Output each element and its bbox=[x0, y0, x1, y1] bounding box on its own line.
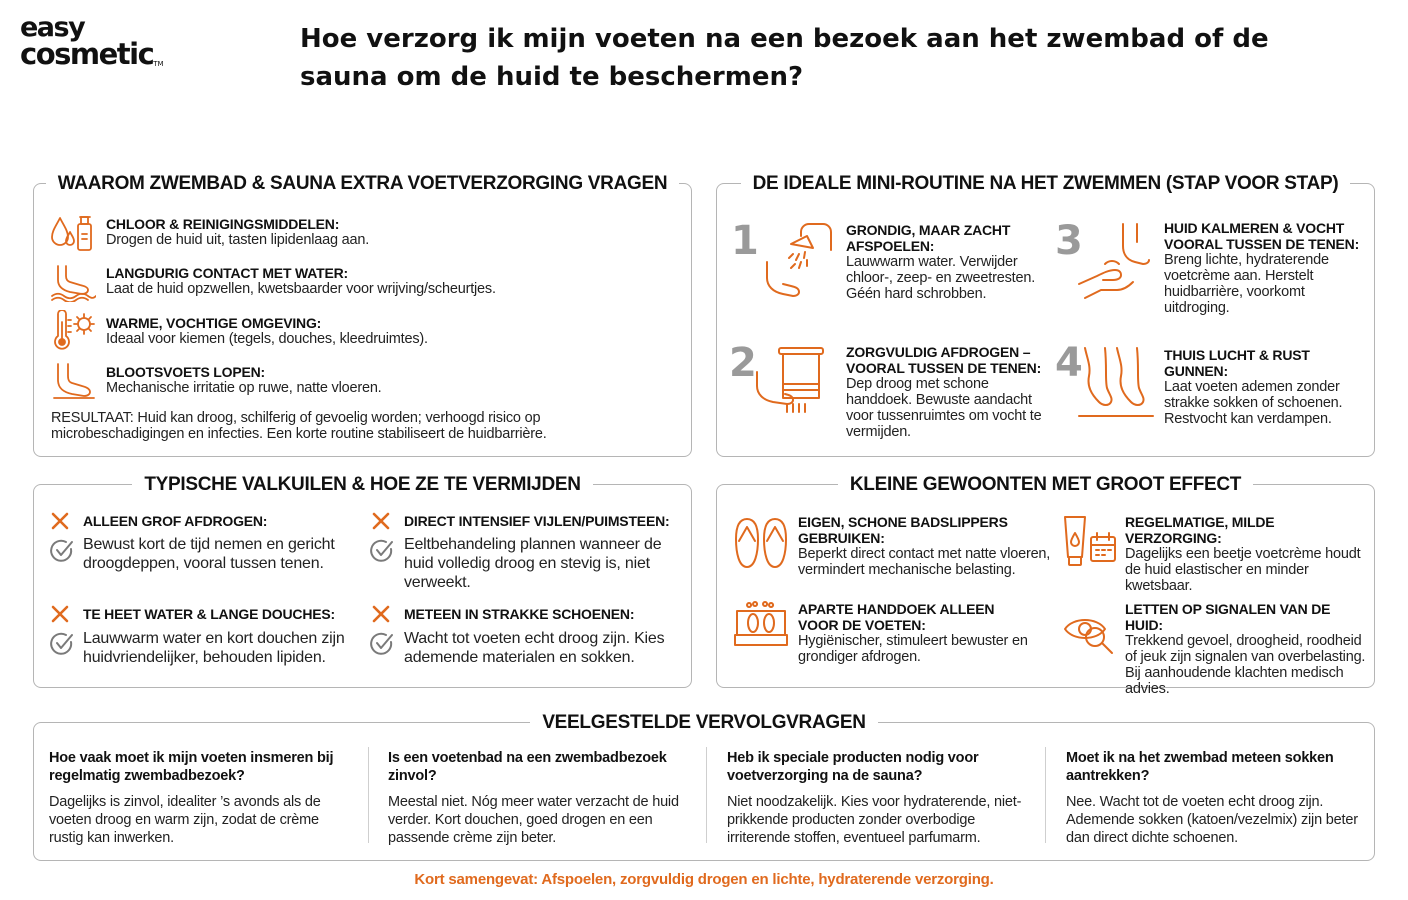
pitfall-1-wrong: ALLEEN GROF AFDROGEN: bbox=[83, 513, 268, 529]
resting-feet-icon bbox=[1075, 344, 1157, 424]
why-item-4: BLOOTSVOETS LOPEN: Mechanische irritatie op ruwe, natte vloeren. bbox=[106, 364, 382, 396]
check-circle-icon bbox=[369, 631, 395, 657]
step-number-1: 1 bbox=[731, 218, 759, 264]
pitfall-1-right: Bewust kort de tijd nemen en gericht droogdeppen, vooral tussen tenen. bbox=[83, 536, 335, 572]
thermometer-germ-icon bbox=[50, 310, 96, 352]
cross-icon bbox=[371, 604, 391, 624]
pitfalls-panel bbox=[33, 474, 692, 688]
check-circle-icon bbox=[49, 538, 75, 564]
why-item-2: LANGDURIG CONTACT MET WATER: Laat de huid opzwellen, kwetsbaarder voor wrijving/scheurtjes. bbox=[106, 265, 496, 297]
trademark: TM bbox=[153, 60, 164, 68]
pitfall-2-wrong: DIRECT INTENSIEF VIJLEN/PUIMSTEEN: bbox=[404, 513, 670, 529]
drops-bottle-icon bbox=[50, 212, 96, 252]
why-result: RESULTAAT: Huid kan droog, schilferig of gevoelig worden; verhoogd risico op microbeschadigingen en infecties. Een korte routine stabiliseert de huidbarrière. bbox=[51, 410, 547, 442]
summary-text: Kort samengevat: Afspoelen, zorgvuldig drogen en lichte, hydraterende verzorging. bbox=[414, 871, 994, 888]
routine-step-2: ZORGVULDIG AFDROGEN – VOORAL TUSSEN DE TENEN: Dep droog met schone handdoek. Bewuste aandacht voor tussenruimtes om vocht te vermijden. bbox=[846, 344, 1042, 440]
cream-tube-calendar-icon bbox=[1061, 515, 1117, 571]
pitfall-2-right: Eeltbehandeling plannen wanneer de huid volledig droog en stevig is, niet verweekt. bbox=[404, 536, 662, 591]
faq-panel-title: VEELGESTELDE VERVOLGVRAGEN bbox=[530, 712, 877, 733]
faq-answer: Niet noodzakelijk. Kies voor hydraterende, niet-prikkende producten zonder overbodige irriterende stoffen, eventueel parfumarm. bbox=[727, 794, 1022, 846]
foot-water-icon bbox=[50, 262, 96, 302]
brand-logo bbox=[20, 12, 180, 71]
why-panel bbox=[33, 173, 692, 457]
flip-flops-icon bbox=[733, 517, 789, 569]
routine-step-4: THUIS LUCHT & RUST GUNNEN: Laat voeten ademen zonder strakke sokken of schoenen. Restvocht kan verdampen. bbox=[1164, 347, 1343, 427]
pitfall-4-wrong: METEEN IN STRAKKE SCHOENEN: bbox=[404, 606, 635, 622]
routine-panel-title: DE IDEALE MINI-ROUTINE NA HET ZWEMMEN (STAP VOOR STAP) bbox=[741, 173, 1351, 194]
routine-step-1: GRONDIG, MAAR ZACHT AFSPOELEN: Lauwwarm water. Verwijder chloor-, zeep- en zweetresten. Géén hard schrobben. bbox=[846, 222, 1036, 302]
cross-icon bbox=[50, 511, 70, 531]
habits-panel-title: KLEINE GEWOONTEN MET GROOT EFFECT bbox=[838, 474, 1253, 495]
habit-4: LETTEN OP SIGNALEN VAN DE HUID: Trekkend gevoel, droogheid, roodheid of jeuk zijn signalen van overbelasting. Bij aanhoudende klachten medisch advies. bbox=[1125, 601, 1366, 697]
faq-item-4 bbox=[1066, 749, 1366, 847]
faq-question: Heb ik speciale producten nodig voor voetverzorging na de sauna? bbox=[727, 750, 979, 784]
faq-question: Moet ik na het zwembad meteen sokken aantrekken? bbox=[1066, 750, 1334, 784]
eye-magnifier-icon bbox=[1061, 609, 1117, 657]
why-item-3: WARME, VOCHTIGE OMGEVING: Ideaal voor kiemen (tegels, douches, kleedruimtes). bbox=[106, 315, 428, 347]
faq-question: Is een voetenbad na een zwembadbezoek zinvol? bbox=[388, 750, 667, 784]
foot-towel-icon bbox=[733, 601, 789, 649]
why-item-1: CHLOOR & REINIGINGSMIDDELEN: Drogen de huid uit, tasten lipidenlaag aan. bbox=[106, 216, 370, 248]
logo-line-2: cosmetic™ bbox=[20, 37, 164, 71]
pitfall-4-right: Wacht tot voeten echt droog zijn. Kies ademende materialen en sokken. bbox=[404, 630, 665, 666]
cross-icon bbox=[371, 511, 391, 531]
pitfall-3-right: Lauwwarm water en kort douchen zijn huidvriendelijker, behouden lipiden. bbox=[83, 630, 345, 666]
column-divider bbox=[368, 747, 369, 843]
pitfalls-panel-title: TYPISCHE VALKUILEN & HOE ZE TE VERMIJDEN bbox=[132, 474, 592, 495]
page-title: Hoe verzorg ik mijn voeten na een bezoek aan het zwembad of de sauna om de huid te beschermen? bbox=[300, 24, 1269, 92]
step-number-4: 4 bbox=[1055, 340, 1083, 386]
cross-icon bbox=[50, 604, 70, 624]
towel-foot-icon bbox=[753, 344, 835, 424]
faq-item-1 bbox=[49, 749, 349, 847]
faq-answer: Nee. Wacht tot de voeten echt droog zijn. Ademende sokken (katoen/vezelmix) zijn beter dan direct dichte schoenen. bbox=[1066, 794, 1358, 846]
routine-panel bbox=[716, 173, 1375, 457]
pitfall-3-wrong: TE HEET WATER & LANGE DOUCHES: bbox=[83, 606, 335, 622]
faq-item-3 bbox=[727, 749, 1027, 847]
column-divider bbox=[1045, 747, 1046, 843]
habits-panel bbox=[716, 474, 1375, 697]
column-divider bbox=[706, 747, 707, 843]
faq-question: Hoe vaak moet ik mijn voeten insmeren bij regelmatig zwembadbezoek? bbox=[49, 750, 334, 784]
bare-foot-icon bbox=[50, 360, 96, 400]
faq-panel bbox=[33, 712, 1375, 861]
step-number-2: 2 bbox=[729, 340, 757, 386]
habit-2: REGELMATIGE, MILDE VERZORGING: Dagelijks een beetje voetcrème houdt de huid elastischer en minder kwetsbaar. bbox=[1125, 514, 1361, 594]
faq-answer: Meestal niet. Nóg meer water verzacht de huid verder. Kort douchen, goed drogen en een passende crème zijn beter. bbox=[388, 794, 679, 846]
logo-line-1: easy bbox=[20, 12, 85, 43]
check-circle-icon bbox=[369, 538, 395, 564]
faq-item-2 bbox=[388, 749, 688, 847]
faq-answer: Dagelijks is zinvol, idealiter ’s avonds als de voeten droog en warm zijn, zodat de crème rustig kan inwerken. bbox=[49, 794, 321, 846]
check-circle-icon bbox=[49, 631, 75, 657]
habit-3: APARTE HANDDOEK ALLEEN VOOR DE VOETEN: Hygiënischer, stimuleert bewuster en grondiger afdrogen. bbox=[798, 601, 1028, 665]
why-panel-title: WAAROM ZWEMBAD & SAUNA EXTRA VOETVERZORGING VRAGEN bbox=[46, 173, 680, 194]
habit-1: EIGEN, SCHONE BADSLIPPERS GEBRUIKEN: Beperkt direct contact met natte vloeren, vermindert mechanische belasting. bbox=[798, 514, 1051, 578]
shower-foot-icon bbox=[753, 220, 835, 304]
routine-step-3: HUID KALMEREN & VOCHT VOORAL TUSSEN DE TENEN: Breng lichte, hydraterende voetcrème aan. Herstelt huidbarrière, voorkomt uitdroging. bbox=[1164, 220, 1360, 316]
hands-cream-foot-icon bbox=[1075, 220, 1157, 304]
step-number-3: 3 bbox=[1055, 218, 1083, 264]
